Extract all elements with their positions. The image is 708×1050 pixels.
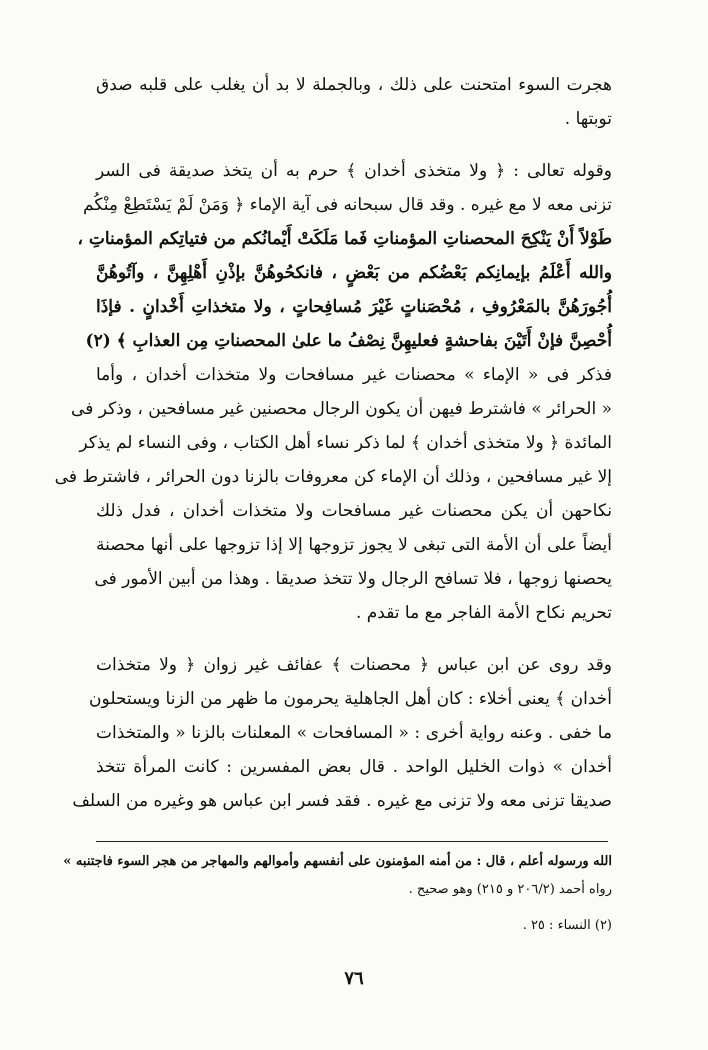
text-line: وقد روى عن ابن عباس ﴿ محصنات ﴾ عفائف غير زوان ﴿ ولا متخذات [96,655,612,675]
text-line: توبتها . [564,109,612,129]
text-line: هجرت السوء امتحنت على ذلك ، وبالجملة لا بد أن يغلب على قلبه صدق [96,75,612,95]
text-line: ما خفى . وعنه رواية أخرى : « المسافحات » المعلنات بالزنا « والمتخذات [96,723,612,743]
quran-verse-line: والله أَعْلَمُ بإيمانِكم بَعْضُكم من بَعْضٍ ، فانكحُوهُنَّ بإذْنِ أَهْلِهِنَّ ، وآتُوهُنَّ [96,263,612,283]
text-line: تحريم نكاح الأمة الفاجر مع ما تقدم . [355,603,612,623]
paragraph-gap [96,630,612,648]
text-line: نكاحهن أن يكن محصنات غير مسافحات ولا متخذات أخدان ، فدل ذلك [96,501,612,521]
text-line: تزنى معه لا مع غيره . وقد قال سبحانه فى آية الإماء ﴿ وَمَنْ لَمْ يَسْتَطِعْ مِنْكُم [83,195,612,215]
text-line: فذكر فى « الإماء » محصنات غير مسافحات ولا متخذات أخدان ، وأما [96,365,612,385]
text-line: صديقا تزنى معه ولا تزنى مع غيره . فقد فسر ابن عباس هو وغيره من السلف [72,791,612,811]
main-text [54,68,613,818]
quran-verse-line: طَوْلاً أَنْ يَنْكِحَ المحصناتِ المؤمناتِ فَما مَلَكَتْ أَيْمانُكم من فتياتِكم المؤمناتِ ، [77,229,612,249]
text-line: « الحرائر » فاشترط فيهن أن يكون الرجال محصنين غير مسافحين ، وذكر فى [71,399,612,419]
page-number: ٧٦ [344,968,364,989]
footnote-line: رواه أحمد (٢٠٦/٢ و ٢١٥) وهو صحيح . [408,882,612,897]
footnote-line: (٢) النساء : ٢٥ . [522,918,612,933]
quran-verse-line: أُجُورَهُنَّ بالمَعْرُوفِ ، مُحْصَناتٍ غَيْرَ مُسافِحاتٍ ، ولا متخذاتِ أَخْدانٍ . فإذَا [96,297,612,317]
footnote-divider [96,841,608,842]
paragraph-gap [96,136,612,154]
footnote-line: الله ورسوله أعلم ، قال : من أمنه المؤمنون على أنفسهم وأموالهم والمهاجر من هجر السوء فاجتنبه » [63,854,612,869]
text-line: وقوله تعالى : ﴿ ولا متخذى أخدان ﴾ حرم به أن يتخذ صديقة فى السر [96,161,613,181]
text-line: المائدة ﴿ ولا متخذى أخدان ﴾ لما ذكر نساء أهل الكتاب ، وفى النساء لم يذكر [79,433,612,453]
text-line: يحصنها زوجها ، فلا تسافح الرجال ولا تتخذ صديقا . وهذا من أبين الأمور فى [94,569,612,589]
text-line: أخدان ﴾ يعنى أخلاء : كان أهل الجاهلية يحرمون ما ظهر من الزنا ويستحلون [89,689,612,709]
text-line: إلا غير مسافحين ، وذلك أن الإماء كن معروفات بالزنا دون الحرائر ، فاشترط فى [54,467,612,487]
quran-verse-line: أُحْصِنَّ فإنْ أَتَيْنَ بفاحشةٍ فعليهِنَّ نِصْفُ ما علىٰ المحصناتِ مِن العذابِ ﴾ (٢) [85,331,612,351]
text-line: أخدان » ذوات الخليل الواحد . قال بعض المفسرين : كانت المرأة تتخذ [96,757,612,777]
text-line: أيضاً على أن الأمة التى تبغى لا يجوز تزوجها إلا إذا تزوجها على أنها محصنة [96,535,612,555]
